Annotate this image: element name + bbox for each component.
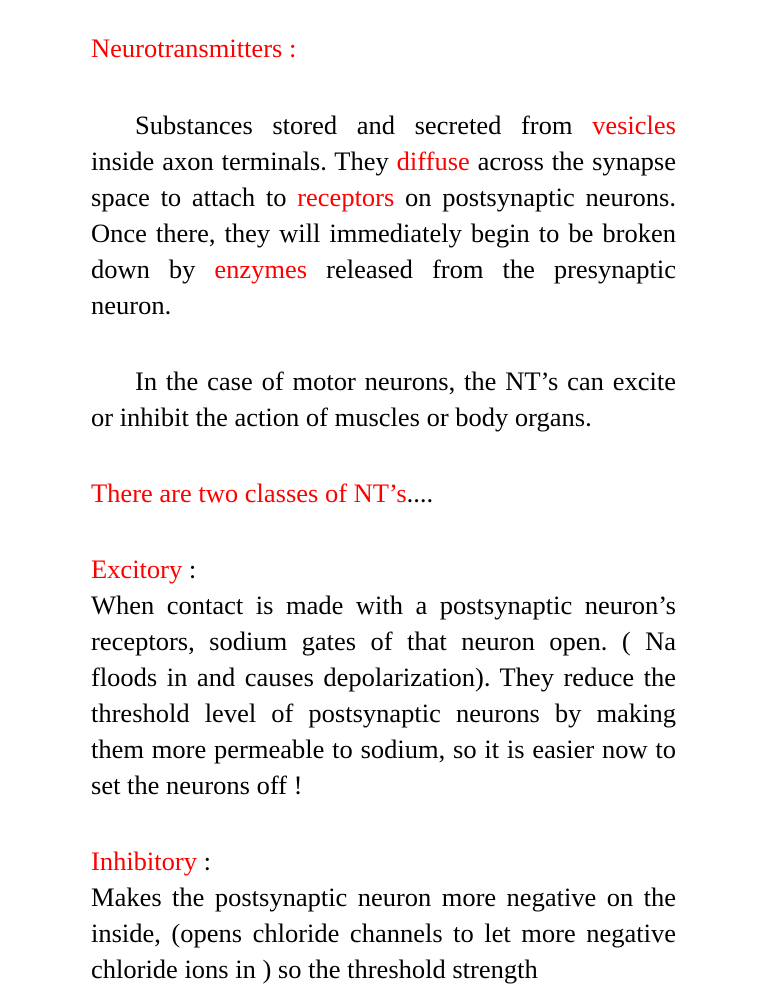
para1-text-2: inside axon terminals. They (91, 146, 397, 176)
inhibitory-label: Inhibitory (91, 846, 197, 876)
classes-heading-text: There are two classes of NT’s (91, 478, 407, 508)
paragraph-definition (91, 107, 676, 323)
para1-text-1: Substances stored and secreted from (135, 110, 593, 140)
excitory-label: Excitory (91, 554, 183, 584)
inhibitory-heading (91, 843, 676, 879)
para1-text-5: released from the presynaptic neuron. (91, 254, 676, 320)
excitory-colon: : (182, 554, 197, 584)
para1-text-3: across the synapse space to attach to (91, 146, 676, 212)
classes-heading-ellipsis: .... (406, 478, 434, 508)
keyword-vesicles: vesicles (592, 110, 676, 140)
keyword-receptors: receptors (297, 182, 395, 212)
classes-heading (91, 475, 676, 511)
excitory-heading (91, 551, 676, 587)
paragraph-motor-neurons: In the case of motor neurons, the NT’s can excite or inhibit the action of muscles or body organs. (91, 366, 676, 432)
excitory-body: When contact is made with a postsynaptic neuron’s receptors, sodium gates of that neuron open. ( Na floods in and causes depolarization). They reduce the threshold level of postsynaptic neurons by making them more permeable to sodium, so it is easier now to set the neurons off ! (91, 590, 676, 800)
para1-text-4: on postsynaptic neurons. Once there, they will immediately begin to be broken down by (91, 182, 676, 284)
inhibitory-colon: : (197, 846, 211, 876)
keyword-enzymes: enzymes (214, 254, 308, 284)
page-title: Neurotransmitters : (91, 33, 297, 63)
inhibitory-body: Makes the postsynaptic neuron more negative on the inside, (opens chloride channels to let more negative chloride ions in ) so the threshold strength (91, 882, 676, 984)
keyword-diffuse: diffuse (396, 146, 470, 176)
